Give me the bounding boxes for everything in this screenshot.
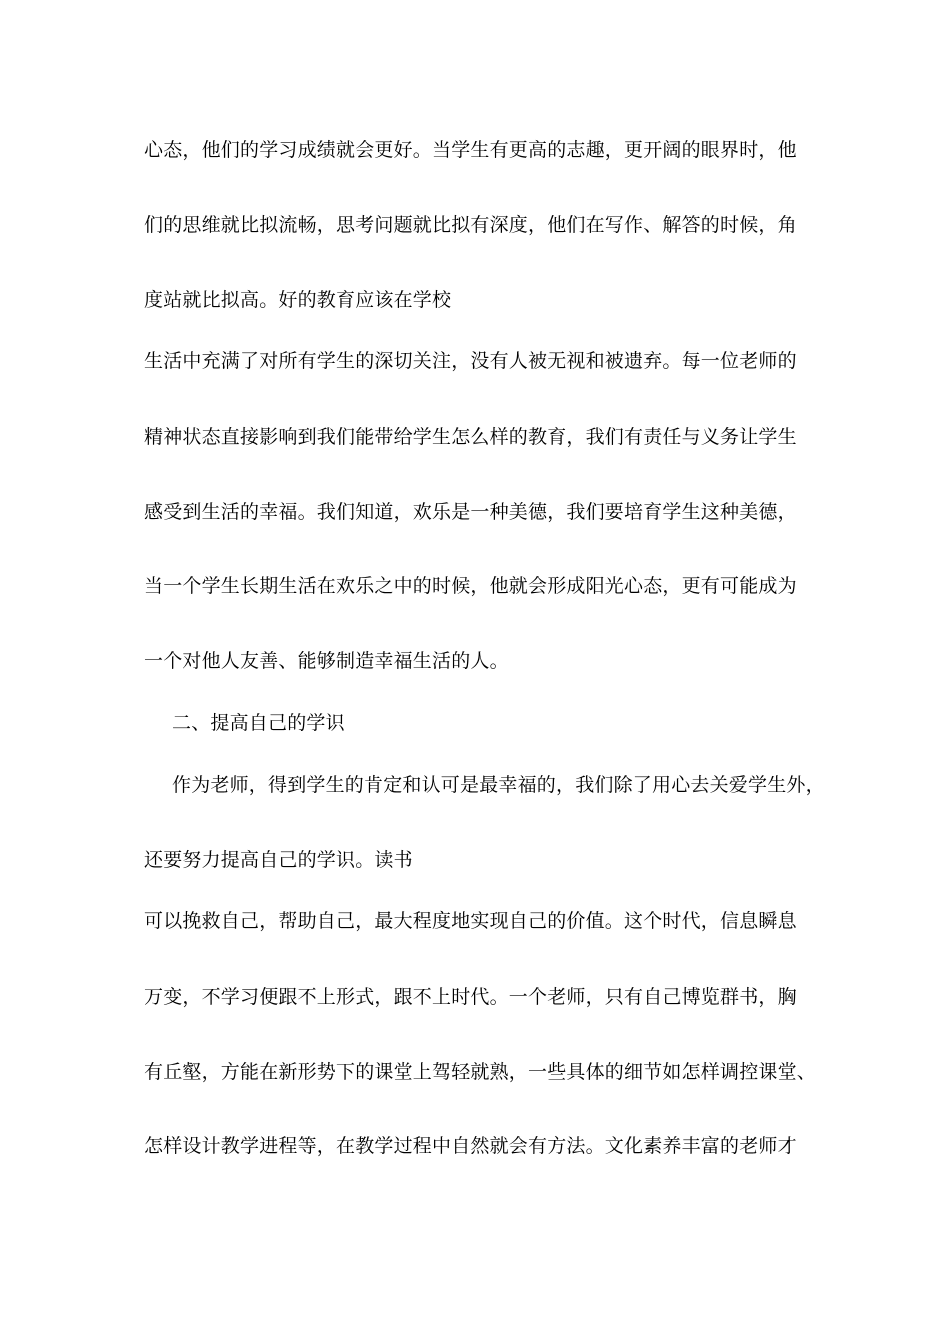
paragraph-line: 万变，不学习便跟不上形式，跟不上时代。一个老师，只有自己博览群书，胸 bbox=[144, 986, 797, 1008]
paragraph-line: 一个对他人友善、能够制造幸福生活的人。 bbox=[144, 650, 509, 672]
paragraph-line: 当一个学生长期生活在欢乐之中的时候，他就会形成阳光心态，更有可能成为 bbox=[144, 575, 797, 597]
paragraph-line: 还要努力提高自己的学识。读书 bbox=[144, 849, 413, 871]
paragraph-line: 精神状态直接影响到我们能带给学生怎么样的教育，我们有责任与义务让学生 bbox=[144, 426, 797, 448]
paragraph-line: 生活中充满了对所有学生的深切关注，没有人被无视和被遗弃。每一位老师的 bbox=[144, 350, 797, 372]
paragraph-line: 度站就比拟高。好的教育应该在学校 bbox=[144, 289, 452, 311]
paragraph-line: 有丘壑，方能在新形势下的课堂上驾轻就熟，一些具体的细节如怎样调控课堂、 bbox=[144, 1061, 817, 1083]
paragraph-line: 心态，他们的学习成绩就会更好。当学生有更高的志趣，更开阔的眼界时，他 bbox=[144, 139, 797, 161]
section-heading: 二、提高自己的学识 bbox=[172, 712, 345, 734]
paragraph-line: 感受到生活的幸福。我们知道，欢乐是一种美德，我们要培育学生这种美德， bbox=[144, 501, 797, 523]
paragraph-line: 怎样设计教学进程等，在教学过程中自然就会有方法。文化素养丰富的老师才 bbox=[144, 1135, 797, 1157]
paragraph-line: 作为老师，得到学生的肯定和认可是最幸福的，我们除了用心去关爱学生外， bbox=[172, 774, 825, 796]
paragraph-line: 们的思维就比拟流畅，思考问题就比拟有深度，他们在写作、解答的时候，角 bbox=[144, 214, 797, 236]
paragraph-line: 可以挽救自己，帮助自己，最大程度地实现自己的价值。这个时代，信息瞬息 bbox=[144, 910, 797, 932]
